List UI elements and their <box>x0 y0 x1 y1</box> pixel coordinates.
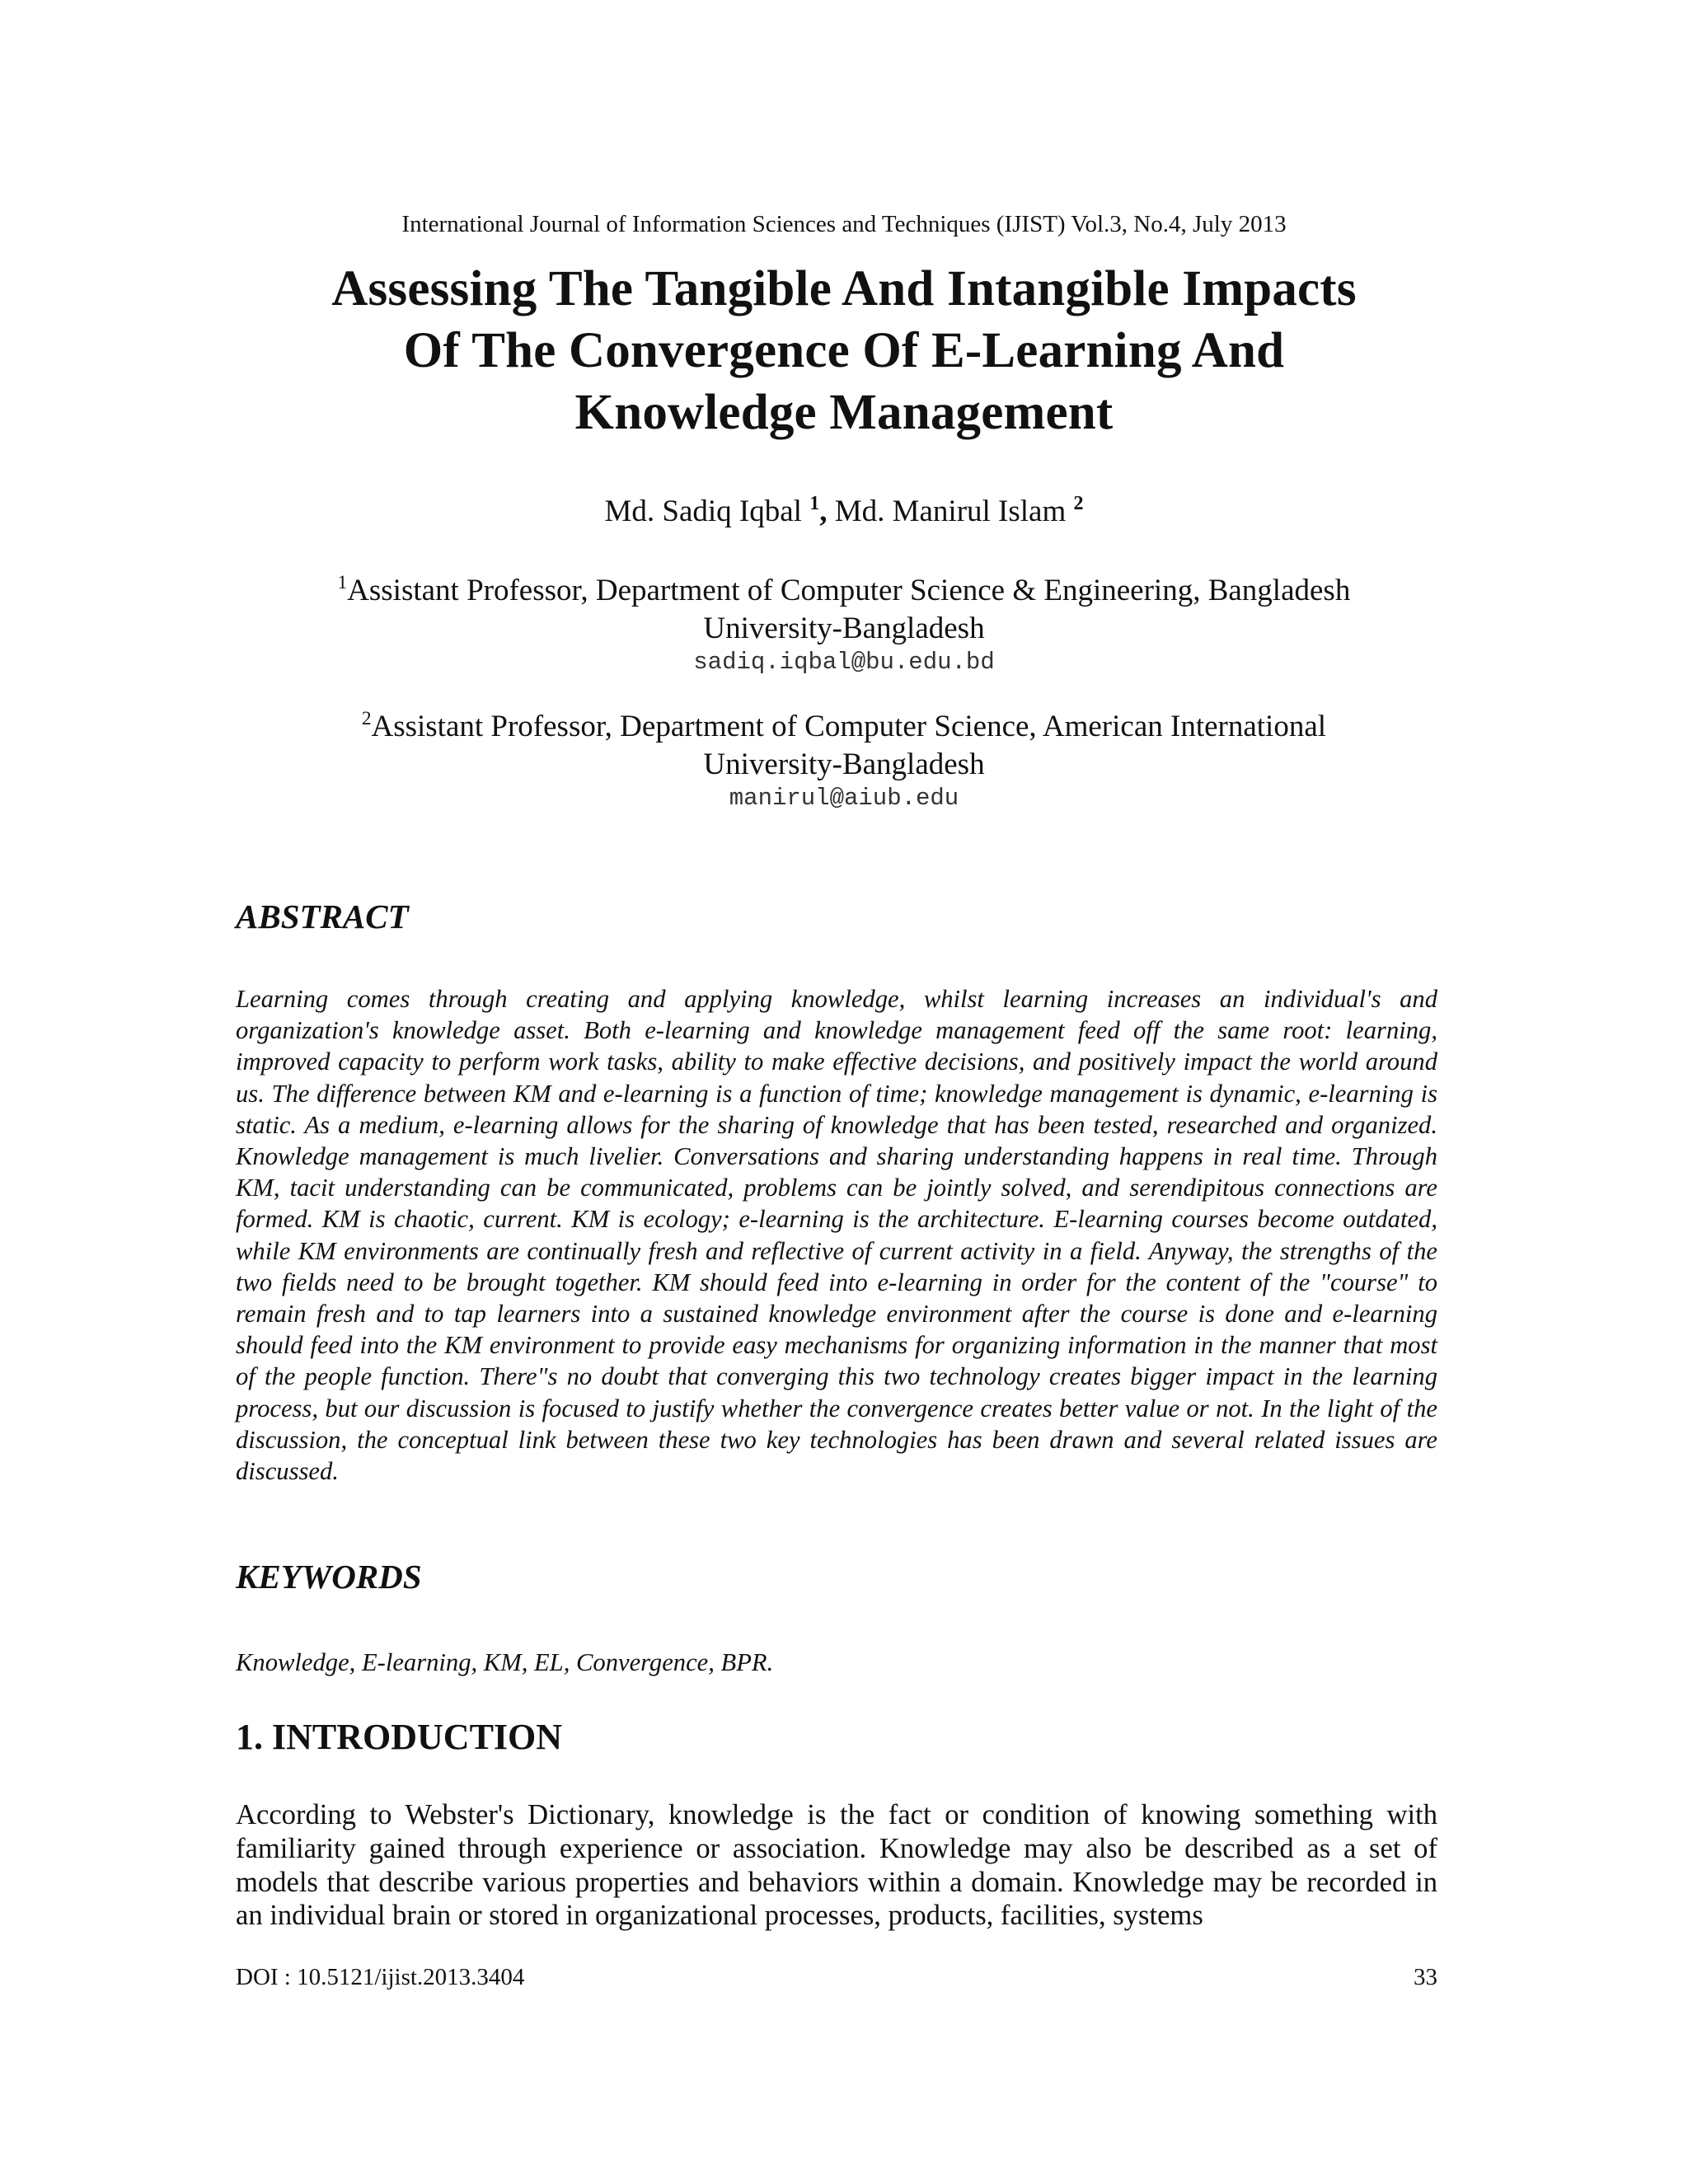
author-mark-2: 2 <box>1073 493 1084 514</box>
author-name-2: Md. Manirul Islam <box>827 494 1067 528</box>
abstract-body: Learning comes through creating and applying knowledge, whilst learning increases an individual's and organization's knowledge asset. Both e-learning and knowledge management feed off the same root: learning, improved capacity to perform work tasks, ability to make effective decisions, and positively impact the world around us. The difference between KM and e-learning is a function of time; knowledge management is dynamic, e-learning is static. As a medium, e-learning allows for the sharing of knowledge that has been tested, researched and organized. Knowledge management is much livelier. Conversations and sharing understanding happens in real time. Through KM, tacit understanding can be communicated, problems can be jointly solved, and serendipitous connections are formed. KM is chaotic, current. KM is ecology; e-learning is the architecture. E-learning courses become outdated, while KM environments are continually fresh and reflective of current activity in a field. Anyway, the strengths of the two fields need to be brought together. KM should feed into e-learning in order for the content of the "course" to remain fresh and to tap learners into a sustained knowledge environment after the course is done and e-learning should feed into the KM environment to provide easy mechanisms for organizing information in the manner that most of the people function. There"s no doubt that converging this two technology creates bigger impact in the learning process, but our discussion is focused to justify whether the convergence creates better value or not. In the light of the discussion, the conceptual link between these two key technologies has been drawn and several related issues are discussed. <box>236 985 1437 1486</box>
affiliation-1-mark: 1 <box>337 572 348 593</box>
affiliation-2-line-1 <box>206 708 1482 746</box>
paper-title-line-3: Knowledge Management <box>574 385 1114 440</box>
paper-title <box>165 258 1523 443</box>
introduction-body: According to Webster's Dictionary, knowledge is the fact or condition of knowing something with familiarity gained through experience or association. Knowledge may also be described as a set of models that describe various properties and behaviors within a domain. Knowledge may be recorded in an individual brain or stored in organizational processes, products, facilities, systems <box>236 1799 1437 1932</box>
affiliation-2 <box>206 708 1482 813</box>
affiliation-1-line-2: University-Bangladesh <box>703 612 985 645</box>
footer-page-number: 33 <box>1414 1964 1437 1990</box>
paper-title-line-1: Assessing The Tangible And Intangible Impacts <box>331 261 1357 316</box>
affiliation-2-line-2: University-Bangladesh <box>703 748 985 781</box>
affiliation-1-line-1 <box>206 572 1482 610</box>
keywords-body: Knowledge, E-learning, KM, EL, Convergence, BPR. <box>236 1648 774 1676</box>
abstract-heading: ABSTRACT <box>236 898 409 935</box>
introduction-heading: 1. INTRODUCTION <box>236 1717 563 1757</box>
author-mark-1: 1 <box>809 493 820 514</box>
paper-title-line-2: Of The Convergence Of E-Learning And <box>403 323 1285 378</box>
affiliation-2-mark: 2 <box>361 708 372 729</box>
affiliation-1-email: sadiq.iqbal@bu.edu.bd <box>693 649 995 676</box>
footer-doi: DOI : 10.5121/ijist.2013.3404 <box>236 1964 525 1990</box>
author-separator: , <box>819 494 828 528</box>
keywords-heading: KEYWORDS <box>236 1558 422 1596</box>
author-list <box>0 493 1688 531</box>
affiliation-2-text: Assistant Professor, Department of Computer Science, American International <box>371 710 1327 743</box>
affiliation-1 <box>206 572 1482 677</box>
author-name-1: Md. Sadiq Iqbal <box>604 494 802 528</box>
affiliation-1-text: Assistant Professor, Department of Computer Science & Engineering, Bangladesh <box>347 574 1351 607</box>
journal-header: International Journal of Information Sciences and Techniques (IJIST) Vol.3, No.4, July 2013 <box>401 211 1287 237</box>
affiliation-2-email: manirul@aiub.edu <box>729 785 959 812</box>
